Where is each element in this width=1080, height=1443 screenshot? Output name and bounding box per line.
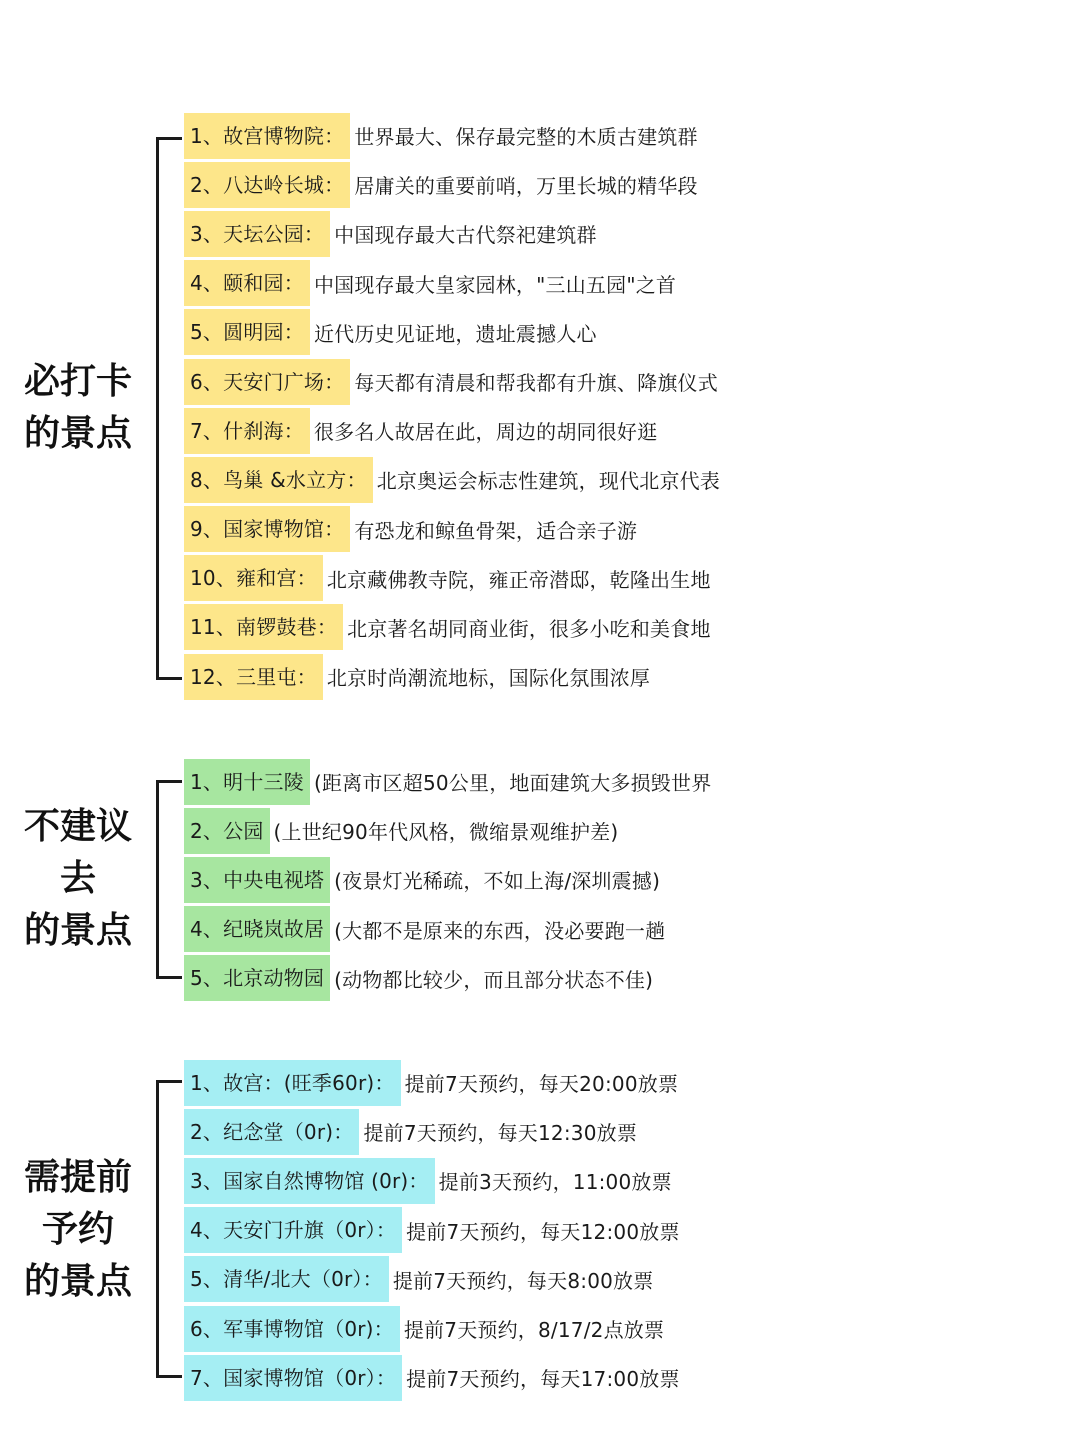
item-title: 10、雍和宫：	[184, 555, 323, 601]
label-line: 不建议	[23, 806, 132, 847]
item-title: 3、天坛公园：	[184, 211, 330, 257]
item-title: 7、国家博物馆（0r）：	[184, 1355, 402, 1401]
item-title: 2、纪念堂（0r)：	[184, 1109, 359, 1155]
list-item	[184, 455, 1080, 504]
item-title: 3、中央电视塔	[184, 857, 330, 903]
section-label-not-recommended	[12, 801, 144, 957]
section-reservation-required	[0, 1058, 1080, 1408]
item-desc: 北京藏佛教寺院，雍正帝潜邸，乾隆出生地	[326, 567, 711, 592]
label-line: 的景点	[23, 1261, 132, 1302]
list-item	[184, 406, 1080, 455]
item-title: 6、天安门广场：	[184, 359, 350, 405]
list-item	[184, 806, 1080, 855]
item-desc: 中国现存最大皇家园林，"三山五园"之首	[313, 272, 677, 297]
label-line: 需提前	[23, 1157, 132, 1198]
item-desc: (动物都比较少，而且部分状态不佳)	[334, 967, 654, 992]
item-desc: 中国现存最大古代祭祀建筑群	[334, 223, 597, 248]
item-desc: (夜景灯光稀疏，不如上海/深圳震撼)	[334, 869, 661, 894]
section-not-recommended	[0, 757, 1080, 1007]
item-desc: 提前7天预约，每天12:30放票	[363, 1121, 638, 1146]
section-must-visit	[0, 111, 1080, 711]
list-item	[184, 1058, 1080, 1107]
label-line: 的景点	[23, 413, 132, 454]
label-line: 去	[59, 858, 96, 899]
section-label-reservation	[12, 1152, 144, 1308]
item-desc: (大都不是原来的东西，没必要跑一趟	[334, 918, 666, 943]
item-desc: 提前3天预约，11:00放票	[438, 1170, 672, 1195]
item-title: 1、明十三陵	[184, 759, 310, 805]
item-desc: 提前7天预约，每天17:00放票	[406, 1367, 680, 1392]
list-item	[184, 505, 1080, 554]
item-desc: 北京著名胡同商业街，很多小吃和美食地	[347, 616, 711, 641]
item-desc: 有恐龙和鲸鱼骨架，适合亲子游	[354, 518, 638, 543]
item-title: 5、北京动物园	[184, 955, 330, 1001]
item-title: 1、故宫博物院：	[184, 113, 350, 159]
item-desc: 提前7天预约，每天12:00放票	[406, 1219, 680, 1244]
list-item	[184, 209, 1080, 258]
item-title: 6、军事博物馆（0r)：	[184, 1306, 400, 1352]
item-list	[184, 1058, 1080, 1402]
item-title: 11、南锣鼓巷：	[184, 604, 343, 650]
list-item	[184, 757, 1080, 806]
item-title: 2、公园	[184, 808, 270, 854]
bracket	[156, 780, 182, 979]
list-item	[184, 111, 1080, 160]
label-line: 必打卡	[23, 361, 132, 402]
item-desc: 提前7天预约，8/17/2点放票	[403, 1318, 665, 1343]
list-item	[184, 954, 1080, 1003]
item-desc: 北京时尚潮流地标，国际化氛围浓厚	[326, 666, 651, 691]
item-desc: 世界最大、保存最完整的木质古建筑群	[354, 125, 698, 150]
item-desc: 居庸关的重要前哨，万里长城的精华段	[354, 174, 698, 199]
list-item	[184, 1206, 1080, 1255]
bracket	[156, 137, 182, 680]
item-title: 7、什刹海：	[184, 408, 310, 454]
item-title: 1、故宫：(旺季60r)：	[184, 1060, 401, 1106]
item-list	[184, 757, 1080, 1003]
list-item	[184, 1304, 1080, 1353]
item-desc: 北京奥运会标志性建筑，现代北京代表	[376, 469, 721, 494]
item-desc: (距离市区超50公里，地面建筑大多损毁世界	[313, 771, 712, 796]
item-title: 2、八达岭长城：	[184, 162, 350, 208]
item-title: 8、鸟巢 &水立方：	[184, 457, 373, 503]
item-desc: 近代历史见证地，遗址震撼人心	[313, 321, 597, 346]
list-item	[184, 1255, 1080, 1304]
item-desc: 很多名人故居在此，周边的胡同很好逛	[313, 420, 658, 445]
item-desc: (上世纪90年代风格，微缩景观维护差)	[273, 820, 619, 845]
list-item	[184, 1156, 1080, 1205]
item-title: 4、颐和园：	[184, 260, 310, 306]
bracket	[156, 1080, 182, 1378]
list-item	[184, 652, 1080, 701]
item-desc: 每天都有清晨和帮我都有升旗、降旗仪式	[354, 371, 718, 396]
item-title: 4、纪晓岚故居	[184, 906, 330, 952]
item-title: 12、三里屯：	[184, 654, 323, 700]
item-desc: 提前7天预约，每天8:00放票	[392, 1268, 654, 1293]
list-item	[184, 855, 1080, 904]
item-title: 9、国家博物馆：	[184, 506, 350, 552]
list-item	[184, 1107, 1080, 1156]
list-item	[184, 259, 1080, 308]
list-item	[184, 554, 1080, 603]
list-item	[184, 308, 1080, 357]
label-line: 的景点	[23, 910, 132, 951]
list-item	[184, 1353, 1080, 1402]
item-title: 4、天安门升旗（0r）：	[184, 1207, 402, 1253]
item-desc: 提前7天预约，每天20:00放票	[404, 1072, 679, 1097]
section-label-must-visit	[12, 356, 144, 460]
list-item	[184, 160, 1080, 209]
item-title: 3、国家自然博物馆 (0r)：	[184, 1158, 435, 1204]
item-list	[184, 111, 1080, 701]
item-title: 5、圆明园：	[184, 309, 310, 355]
label-line: 予约	[41, 1209, 114, 1250]
item-title: 5、清华/北大（0r）：	[184, 1256, 389, 1302]
list-item	[184, 603, 1080, 652]
list-item	[184, 357, 1080, 406]
list-item	[184, 905, 1080, 954]
